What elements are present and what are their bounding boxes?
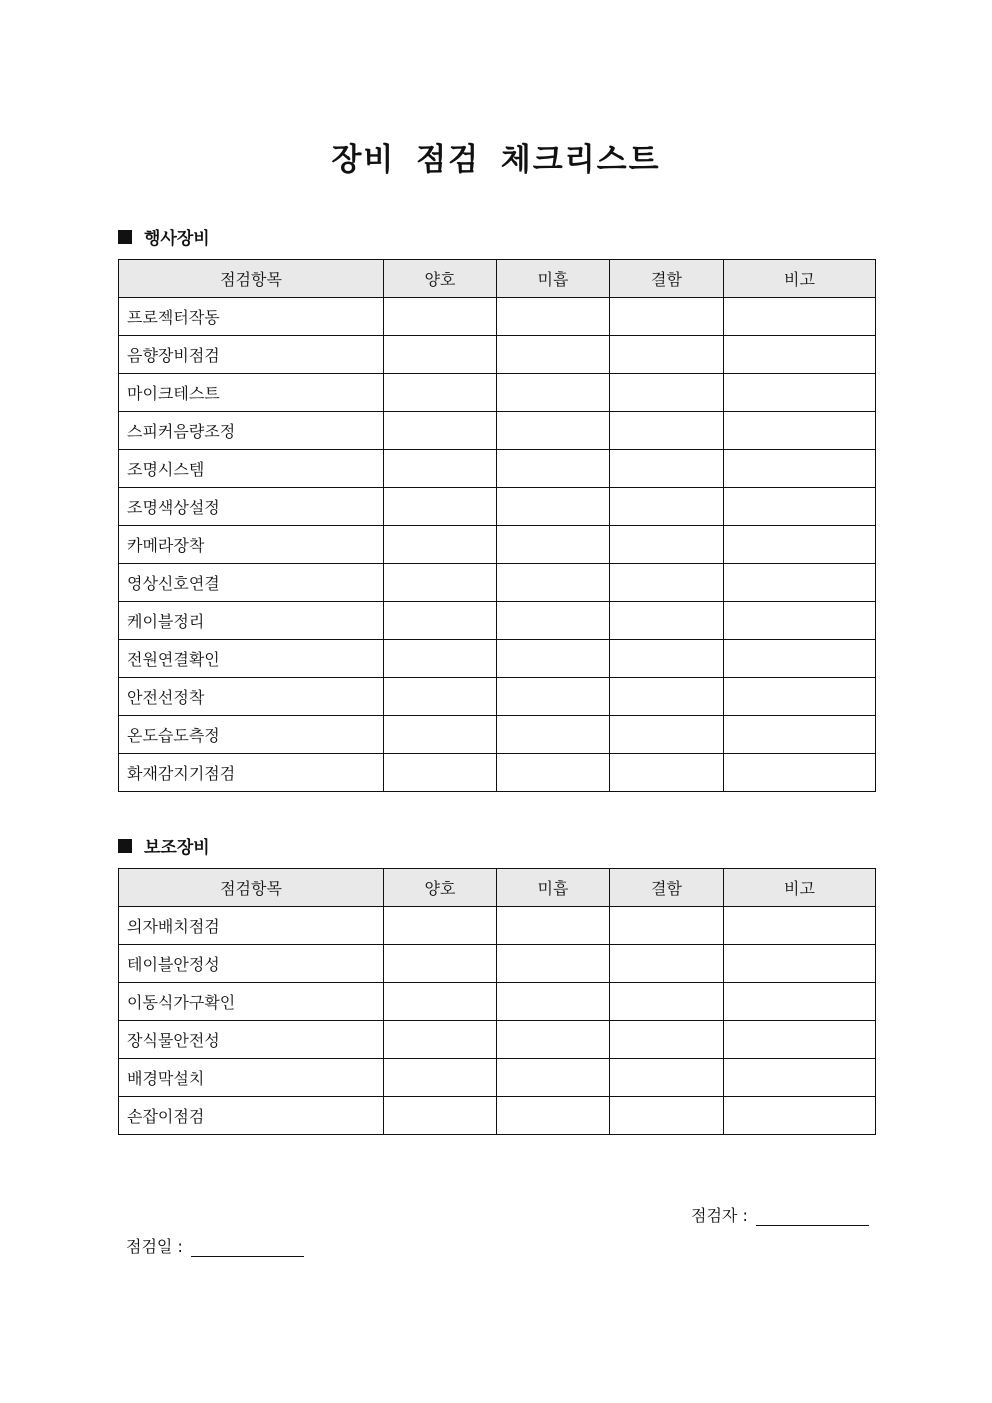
- inspector-label: 점검자 :: [691, 1206, 748, 1225]
- poor-cell[interactable]: [497, 907, 610, 945]
- defect-cell[interactable]: [610, 1059, 724, 1097]
- good-cell[interactable]: [384, 412, 497, 450]
- check-item-label: 케이블정리: [119, 602, 384, 640]
- table-row: [119, 716, 876, 754]
- inspector-signature: [691, 1203, 869, 1226]
- checklist-table-auxiliary-equipment: [118, 868, 876, 1135]
- table-header-row: [119, 869, 876, 907]
- check-item-label: 장식물안전성: [119, 1021, 384, 1059]
- poor-cell[interactable]: [497, 1021, 610, 1059]
- defect-cell[interactable]: [610, 907, 724, 945]
- table-row: [119, 907, 876, 945]
- check-item-label: 카메라장착: [119, 526, 384, 564]
- table-row: [119, 1097, 876, 1135]
- check-item-label: 배경막설치: [119, 1059, 384, 1097]
- note-cell[interactable]: [724, 983, 876, 1021]
- note-cell[interactable]: [724, 374, 876, 412]
- poor-cell[interactable]: [497, 450, 610, 488]
- defect-cell[interactable]: [610, 754, 724, 792]
- good-cell[interactable]: [384, 450, 497, 488]
- good-cell[interactable]: [384, 298, 497, 336]
- square-bullet-icon: [118, 839, 132, 853]
- note-cell[interactable]: [724, 716, 876, 754]
- defect-cell[interactable]: [610, 374, 724, 412]
- good-cell[interactable]: [384, 716, 497, 754]
- good-cell[interactable]: [384, 526, 497, 564]
- table-row: [119, 1021, 876, 1059]
- checklist-table-event-equipment: [118, 259, 876, 792]
- good-cell[interactable]: [384, 1059, 497, 1097]
- poor-cell[interactable]: [497, 640, 610, 678]
- good-cell[interactable]: [384, 488, 497, 526]
- note-cell[interactable]: [724, 1059, 876, 1097]
- defect-cell[interactable]: [610, 602, 724, 640]
- poor-cell[interactable]: [497, 602, 610, 640]
- table-row: [119, 488, 876, 526]
- poor-cell[interactable]: [497, 678, 610, 716]
- check-item-label: 테이블안정성: [119, 945, 384, 983]
- section-heading-auxiliary-equipment: [118, 833, 210, 858]
- check-item-label: 영상신호연결: [119, 564, 384, 602]
- note-cell[interactable]: [724, 1097, 876, 1135]
- good-cell[interactable]: [384, 374, 497, 412]
- table-row: [119, 336, 876, 374]
- good-cell[interactable]: [384, 983, 497, 1021]
- good-cell[interactable]: [384, 602, 497, 640]
- defect-cell[interactable]: [610, 983, 724, 1021]
- column-header-good: 양호: [384, 260, 497, 298]
- good-cell[interactable]: [384, 1021, 497, 1059]
- table-row: [119, 412, 876, 450]
- note-cell[interactable]: [724, 450, 876, 488]
- table-row: [119, 640, 876, 678]
- good-cell[interactable]: [384, 754, 497, 792]
- note-cell[interactable]: [724, 754, 876, 792]
- check-item-label: 안전선정착: [119, 678, 384, 716]
- good-cell[interactable]: [384, 564, 497, 602]
- defect-cell[interactable]: [610, 640, 724, 678]
- check-item-label: 화재감지기점검: [119, 754, 384, 792]
- check-item-label: 조명색상설정: [119, 488, 384, 526]
- document-title: 장비 점검 체크리스트: [331, 142, 661, 178]
- table-row: [119, 678, 876, 716]
- defect-cell[interactable]: [610, 412, 724, 450]
- poor-cell[interactable]: [497, 336, 610, 374]
- defect-cell[interactable]: [610, 716, 724, 754]
- check-item-label: 스피커음량조정: [119, 412, 384, 450]
- good-cell[interactable]: [384, 1097, 497, 1135]
- good-cell[interactable]: [384, 678, 497, 716]
- table-row: [119, 374, 876, 412]
- note-cell[interactable]: [724, 488, 876, 526]
- note-cell[interactable]: [724, 336, 876, 374]
- table-row: [119, 602, 876, 640]
- note-cell[interactable]: [724, 1021, 876, 1059]
- defect-cell[interactable]: [610, 526, 724, 564]
- defect-cell[interactable]: [610, 1097, 724, 1135]
- table-row: [119, 754, 876, 792]
- column-header-item: 점검항목: [119, 260, 384, 298]
- column-header-defect: 결함: [610, 260, 724, 298]
- poor-cell[interactable]: [497, 1097, 610, 1135]
- note-cell[interactable]: [724, 907, 876, 945]
- defect-cell[interactable]: [610, 564, 724, 602]
- poor-cell[interactable]: [497, 754, 610, 792]
- section-title-label: 보조장비: [144, 838, 210, 858]
- defect-cell[interactable]: [610, 1021, 724, 1059]
- column-header-good: 양호: [384, 869, 497, 907]
- table-header-row: [119, 260, 876, 298]
- square-bullet-icon: [118, 230, 132, 244]
- column-header-defect: 결함: [610, 869, 724, 907]
- check-item-label: 조명시스템: [119, 450, 384, 488]
- poor-cell[interactable]: [497, 983, 610, 1021]
- check-item-label: 음향장비점검: [119, 336, 384, 374]
- table-row: [119, 526, 876, 564]
- note-cell[interactable]: [724, 526, 876, 564]
- column-header-note: 비고: [724, 869, 876, 907]
- note-cell[interactable]: [724, 298, 876, 336]
- table-row: [119, 983, 876, 1021]
- check-item-label: 손잡이점검: [119, 1097, 384, 1135]
- poor-cell[interactable]: [497, 488, 610, 526]
- check-item-label: 온도습도측정: [119, 716, 384, 754]
- inspector-field[interactable]: [756, 1207, 869, 1226]
- defect-cell[interactable]: [610, 450, 724, 488]
- section-heading-event-equipment: [118, 224, 210, 249]
- table-row: [119, 1059, 876, 1097]
- column-header-item: 점검항목: [119, 869, 384, 907]
- section-title-label: 행사장비: [144, 229, 210, 249]
- note-cell[interactable]: [724, 564, 876, 602]
- check-item-label: 이동식가구확인: [119, 983, 384, 1021]
- check-item-label: 전원연결확인: [119, 640, 384, 678]
- note-cell[interactable]: [724, 412, 876, 450]
- good-cell[interactable]: [384, 907, 497, 945]
- table-row: [119, 450, 876, 488]
- note-cell[interactable]: [724, 678, 876, 716]
- inspection-date-signature: [126, 1234, 304, 1257]
- defect-cell[interactable]: [610, 298, 724, 336]
- poor-cell[interactable]: [497, 526, 610, 564]
- poor-cell[interactable]: [497, 1059, 610, 1097]
- note-cell[interactable]: [724, 640, 876, 678]
- poor-cell[interactable]: [497, 716, 610, 754]
- poor-cell[interactable]: [497, 412, 610, 450]
- defect-cell[interactable]: [610, 678, 724, 716]
- good-cell[interactable]: [384, 336, 497, 374]
- poor-cell[interactable]: [497, 564, 610, 602]
- table-row: [119, 945, 876, 983]
- defect-cell[interactable]: [610, 488, 724, 526]
- date-label: 점검일 :: [126, 1237, 183, 1256]
- table-row: [119, 298, 876, 336]
- table-row: [119, 564, 876, 602]
- check-item-label: 프로젝터작동: [119, 298, 384, 336]
- defect-cell[interactable]: [610, 945, 724, 983]
- defect-cell[interactable]: [610, 336, 724, 374]
- check-item-label: 의자배치점검: [119, 907, 384, 945]
- note-cell[interactable]: [724, 602, 876, 640]
- column-header-poor: 미흡: [497, 869, 610, 907]
- column-header-note: 비고: [724, 260, 876, 298]
- poor-cell[interactable]: [497, 298, 610, 336]
- date-field[interactable]: [191, 1238, 304, 1257]
- note-cell[interactable]: [724, 945, 876, 983]
- poor-cell[interactable]: [497, 945, 610, 983]
- check-item-label: 마이크테스트: [119, 374, 384, 412]
- column-header-poor: 미흡: [497, 260, 610, 298]
- good-cell[interactable]: [384, 945, 497, 983]
- poor-cell[interactable]: [497, 374, 610, 412]
- good-cell[interactable]: [384, 640, 497, 678]
